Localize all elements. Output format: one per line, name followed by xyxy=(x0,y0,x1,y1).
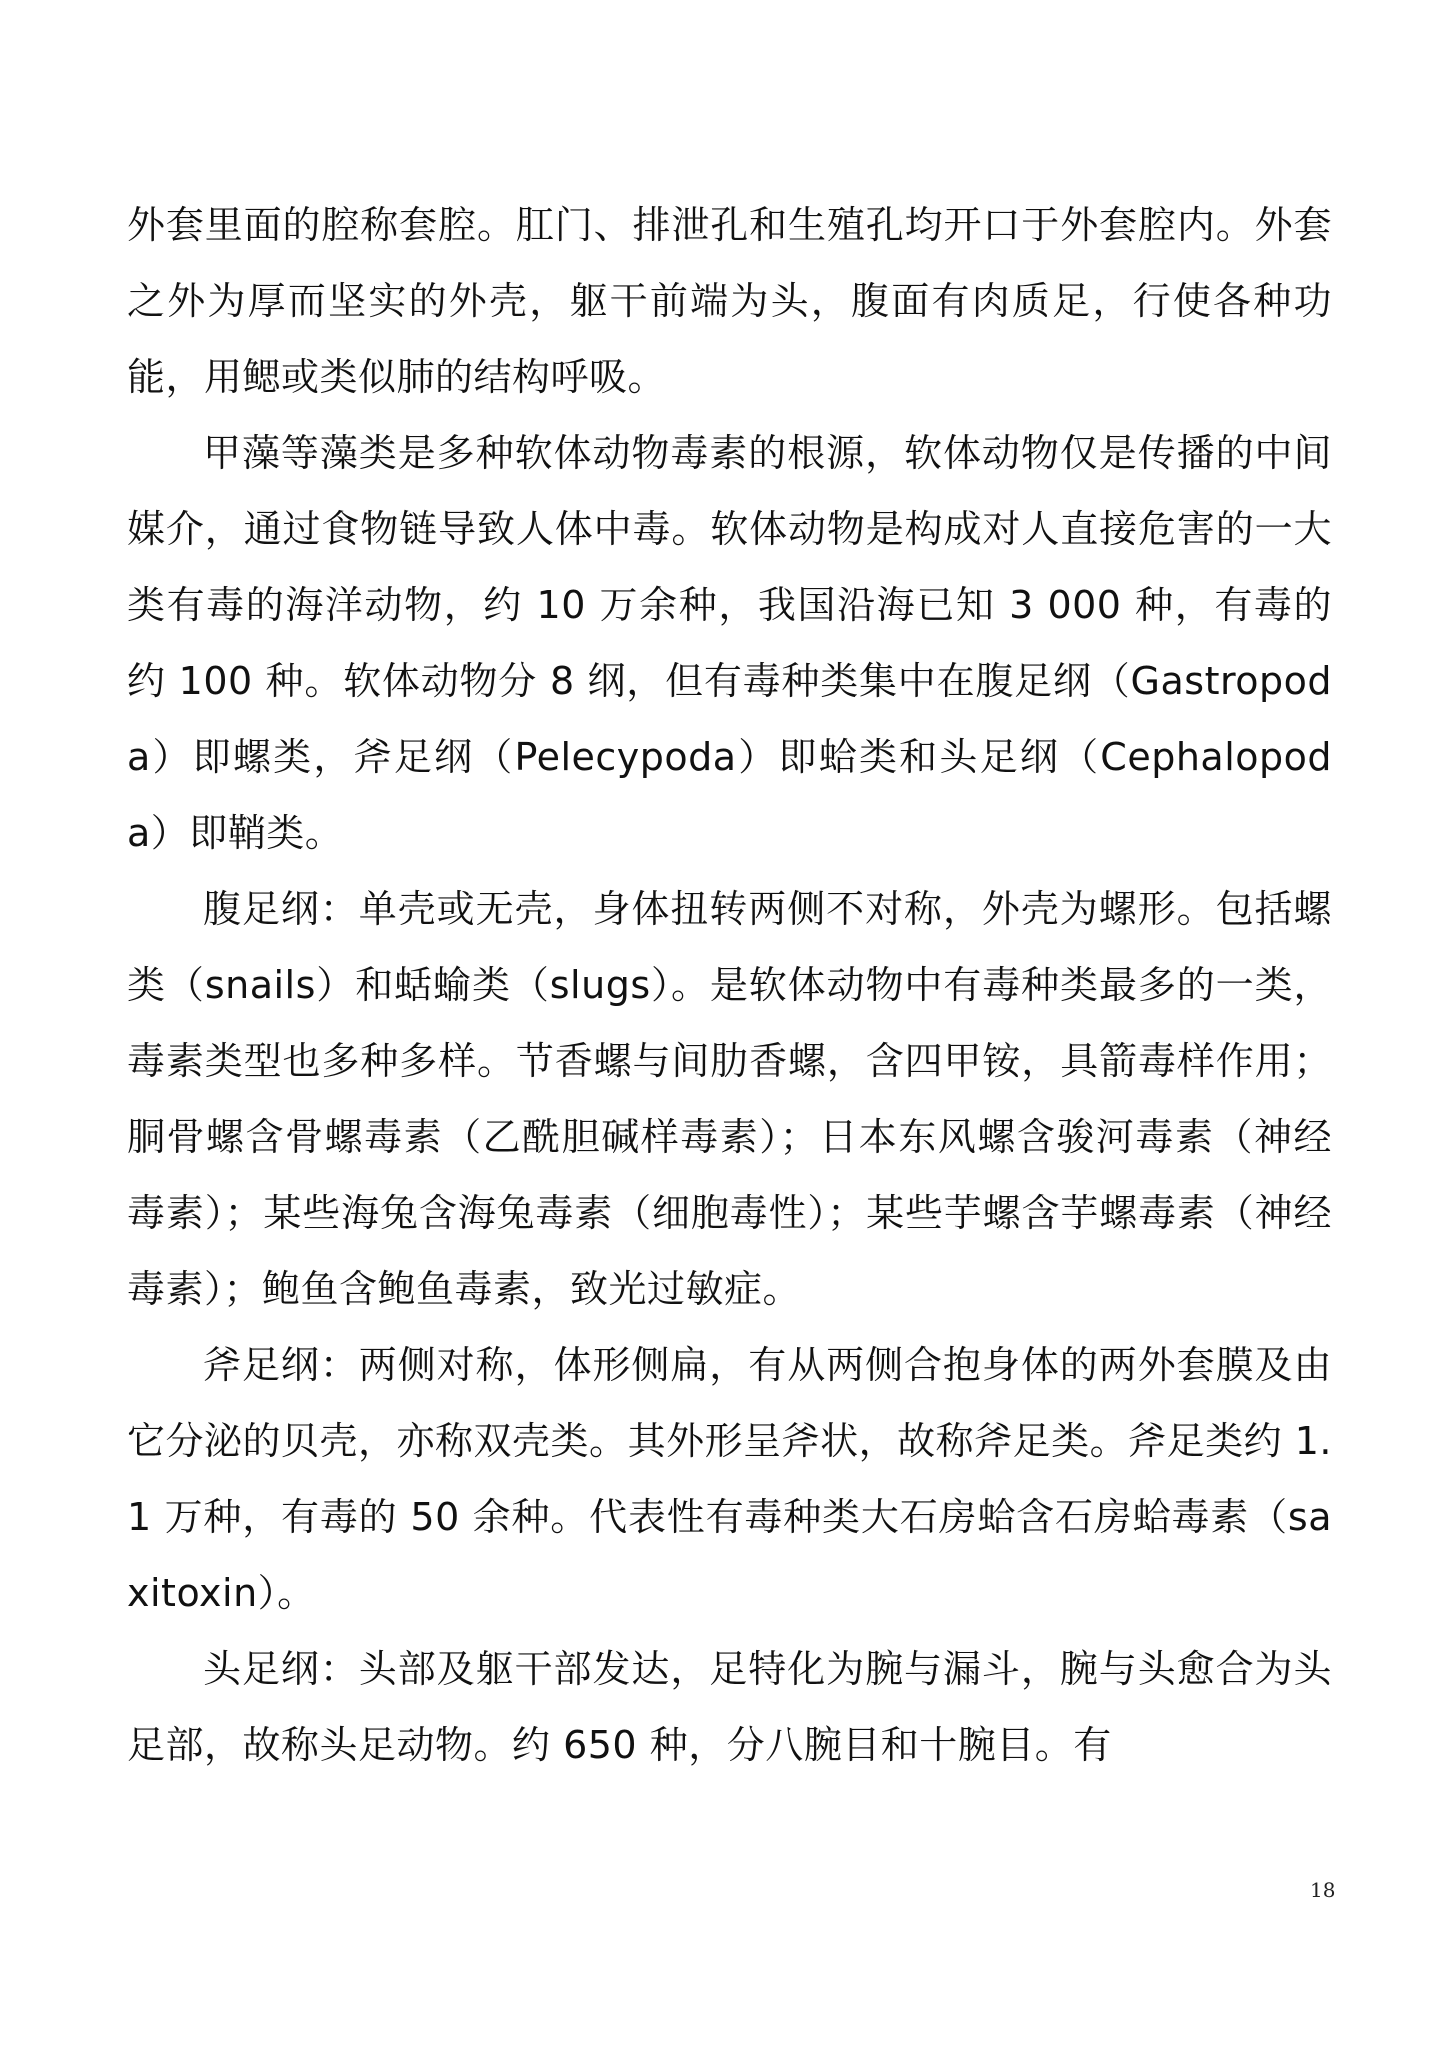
body-text xyxy=(127,187,1332,1783)
paragraph-continuation: 外套里面的腔称套腔。肛门、排泄孔和生殖孔均开口于外套腔内。外套之外为厚而坚实的外壳，躯干前端为头，腹面有肉质足，行使各种功能，用鳃或类似肺的结构呼吸。 xyxy=(127,203,1332,399)
paragraph-gastropoda: 腹足纲：单壳或无壳，身体扭转两侧不对称，外壳为螺形。包括螺类（snails）和蛞蝓类（slugs）。是软体动物中有毒种类最多的一类，毒素类型也多种多样。节香螺与间肋香螺，含四甲铵，具箭毒样作用；胴骨螺含骨螺毒素（乙酰胆碱样毒素）；日本东风螺含骏河毒素（神经毒素）；某些海兔含海兔毒素（细胞毒性）；某些芋螺含芋螺毒素（神经毒素）；鲍鱼含鲍鱼毒素，致光过敏症。 xyxy=(127,887,1332,1311)
paragraph-algae-source: 甲藻等藻类是多种软体动物毒素的根源，软体动物仅是传播的中间媒介，通过食物链导致人体中毒。软体动物是构成对人直接危害的一大类有毒的海洋动物，约 10 万余种，我国沿海已知 3 000 种，有毒的约 100 种。软体动物分 8 纲，但有毒种类集中在腹足纲（Gastropoda）即螺类，斧足纲（Pelecypoda）即蛤类和头足纲（Cephalopoda）即鞘类。 xyxy=(127,431,1332,855)
page-number: 18 xyxy=(1310,1878,1336,1902)
paragraph-cephalopoda: 头足纲：头部及躯干部发达，足特化为腕与漏斗，腕与头愈合为头足部，故称头足动物。约 650 种，分八腕目和十腕目。有 xyxy=(127,1647,1332,1767)
paragraph-pelecypoda: 斧足纲：两侧对称，体形侧扁，有从两侧合抱身体的两外套膜及由它分泌的贝壳，亦称双壳类。其外形呈斧状，故称斧足类。斧足类约 1.1 万种，有毒的 50 余种。代表性有毒种类大石房蛤含石房蛤毒素（saxitoxin）。 xyxy=(127,1343,1332,1615)
